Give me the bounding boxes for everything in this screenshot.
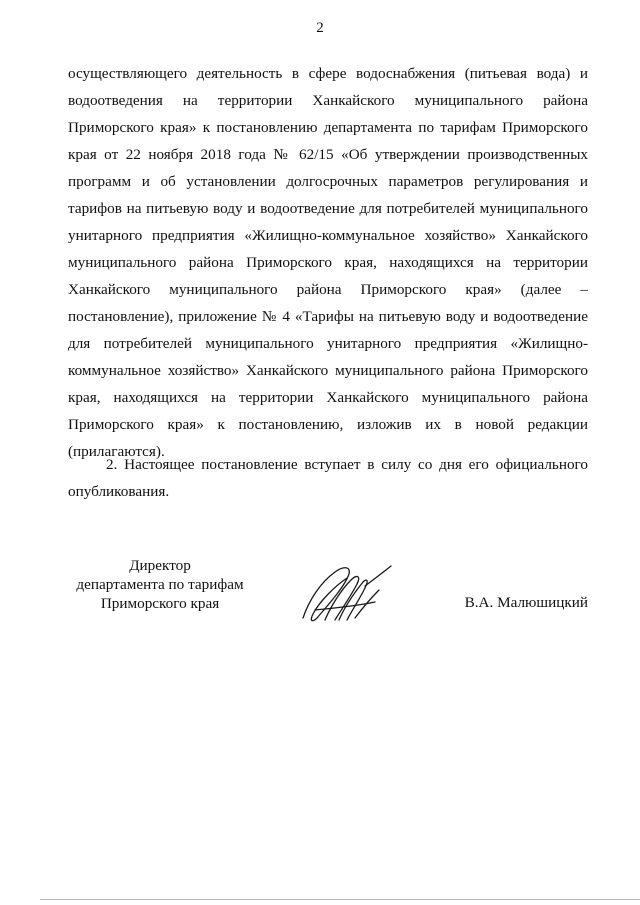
- paragraph-1-line: постановление), приложение № 4 «Тарифы на питьевую воду и водоотведение: [68, 308, 588, 325]
- page-number: 2: [316, 20, 324, 36]
- paragraph-1-line: тарифов на питьевую воду и водоотведение для потребителей муниципального: [68, 200, 588, 217]
- paragraph-2: [68, 451, 588, 505]
- paragraph-1-line: коммунальное хозяйство» Ханкайского муниципального района Приморского: [68, 362, 588, 379]
- paragraph-1-line: (прилагаются).: [68, 443, 165, 460]
- paragraph-1-line: водоотведения на территории Ханкайского муниципального района: [68, 92, 588, 109]
- paragraph-1-line: края от 22 ноября 2018 года № 62/15 «Об утверждении производственных: [68, 146, 588, 163]
- paragraph-1-line: муниципального района Приморского края, находящихся на территории: [68, 254, 588, 271]
- signatory-title-line: Директор: [129, 557, 191, 574]
- signatory-title: [60, 556, 260, 613]
- paragraph-1-line: для потребителей муниципального унитарного предприятия «Жилищно-: [68, 335, 588, 352]
- paragraph-2-line: опубликования.: [68, 483, 170, 500]
- handwritten-signature-icon: [295, 560, 395, 630]
- signatory-title-line: Приморского края: [100, 595, 220, 612]
- paragraph-1-line: осуществляющего деятельность в сфере водоснабжения (питьевая вода) и: [68, 65, 588, 82]
- paragraph-1-line: Ханкайского муниципального района Приморского края» (далее –: [68, 281, 588, 298]
- page-bottom-edge: [40, 899, 640, 900]
- paragraph-1-line: унитарного предприятия «Жилищно-коммунальное хозяйство» Ханкайского: [68, 227, 588, 244]
- paragraph-1-line: программ и об установлении долгосрочных параметров регулирования и: [68, 173, 588, 190]
- paragraph-2-line: 2. Настоящее постановление вступает в силу со дня его официального: [106, 456, 588, 473]
- paragraph-1: [68, 60, 588, 465]
- paragraph-1-line: края, находящихся на территории Ханкайского муниципального района: [68, 389, 588, 406]
- signatory-name: В.А. Малюшицкий: [464, 594, 588, 611]
- paragraph-1-line: Приморского края» к постановлению, изложив их в новой редакции: [68, 416, 588, 433]
- signatory-title-line: департамента по тарифам: [76, 576, 244, 593]
- paragraph-1-line: Приморского края» к постановлению департамента по тарифам Приморского: [68, 119, 588, 136]
